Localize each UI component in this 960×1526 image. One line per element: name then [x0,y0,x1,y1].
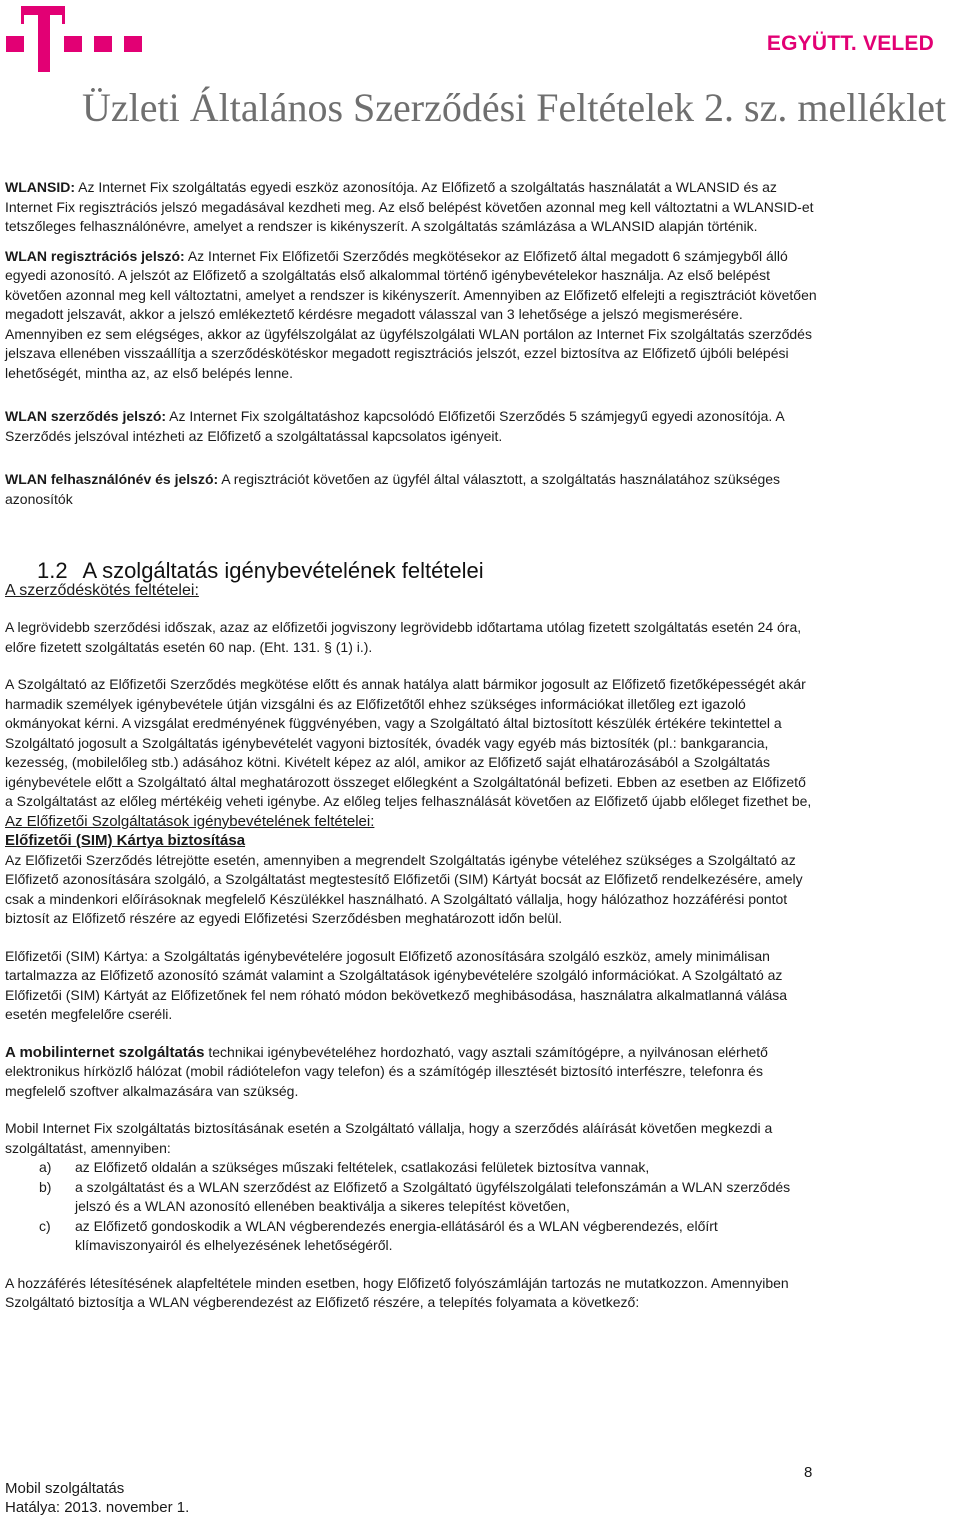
page-number: 8 [804,1464,813,1481]
definition-text: Az Internet Fix Előfizetői Szerződés megkötésekor az Előfizető által megadott 6 számjegyből álló egyedi azonosító. A jelszót az Előfizető a szolgáltatás első alkalommal történő igénybevételekor használja. Az első belépést követően azonnal meg kell változtatni, amelyet a rendszer is kikényszerít. Amennyiben az Előfizető elfelejti a regisztrációt követően megadott jelszavát, akkor a jelszó emlékeztető kérdésre megadott válasszal van 3 lehetősége a jelszó megismerésére. Amennyiben ez sem elégséges, akkor az ügyfélszolgálat az ügyfélszolgálati WLAN portálon az Internet Fix szolgáltatás szerződés jelszava ellenében visszaállítja a szerződéskötéskor megadott regisztrációs jelszót, ezzel biztosítva az Előfizető újbóli belépési lehetőségét, mintha az, az első belépés lenne. [5,247,817,381]
fix-service-intro: Mobil Internet Fix szolgáltatás biztosításának esetén a Szolgáltató vállalja, hogy a szerződés aláírását követően megkezdi a szolgáltatást, amennyiben: [5,1120,773,1156]
footer-effective-date: Hatálya: 2013. november 1. [5,1499,190,1516]
document-title: Üzleti Általános Szerződési Feltételek 2. sz. melléklet [82,85,947,130]
definition-wlansid [5,178,817,237]
mobile-internet-lead: A mobilinternet szolgáltatás [5,1043,205,1061]
definition-term: WLANSID: [5,179,75,195]
list-marker: b) [39,1178,52,1195]
contract-paragraph-2: A Szolgáltató az Előfizetői Szerződés megkötése előtt és annak hatálya alatt bármikor jogosult az Előfizető fizetőképességét akár harmadik személyek igénybevétele útján vizsgálni és az Előfizetőtől ehhez szükséges információkat illetőleg ezt igazoló okmányokat kérni. A vizsgálat eredményének függvényében, vagy a Szolgáltató által biztosított készülék értékére tekintettel a Szolgáltató jogosult a Szolgáltatás igénybevételét vagyoni biztosíték, óvadék vagy egyéb más biztosíték (pl.: bankgarancia, kezesség, (mobilelőleg stb.) adásához kötni. Kivételt képez az alól, amikor az Előfizető saját elhatározásából a Szolgáltatás igénybevétele előtt a Szolgáltató által meghatározott összeget előlegként a Szolgáltatónál befizeti. Ebben az esetben az Előfizető a Szolgáltatást az előleg mértékéig veheti igénybe. Az előleg teljes felhasználását követően az Előfizető újabb előleget fizethet be, [5,676,812,809]
conditions-list [5,1158,817,1256]
closing-paragraph: A hozzáférés létesítésének alapfeltétele minden esetben, hogy Előfizető folyószámláján tartozás ne mutatkozzon. Amennyiben Szolgáltató biztosítja a WLAN végberendezést az Előfizető részére, a telepítés folyamata a következő: [5,1274,789,1310]
brand-slogan: EGYÜTT. VELED [766,32,934,55]
definition-term: WLAN szerződés jelszó: [5,408,167,424]
definition-text: Az Internet Fix szolgáltatás egyedi eszköz azonosítója. Az Előfizető a szolgáltatás használatát a WLANSID és az Internet Fix regisztrációs jelszó megadásával kezdheti meg. Az első belépést követően azonnal meg kell változtatni a WLANSID-et tetszőleges felhasználónévre, amelyet a rendszer is kikényszerít. A szolgáltatás számlázása a WLANSID alapján történik. [5,179,814,234]
list-item [5,1217,817,1256]
list-item [5,1158,817,1178]
page-footer [5,1479,189,1517]
sim-card-heading: Előfizetői (SIM) Kártya biztosítása [5,832,246,849]
list-marker: a) [39,1159,52,1175]
definition-text: A regisztrációt követően az ügyfél által választott, a szolgáltatás használatához szükséges azonosítók [5,471,781,507]
list-item-text: a szolgáltatást és a WLAN szerződést az Előfizető a Szolgáltató ügyfélszolgálati telefonszámán a WLAN szerződés jelszó és a WLAN azonosító ellenében beaktiválja a sikeres telepítést követően, [75,1178,791,1214]
sim-card-paragraph-1: Az Előfizetői Szerződés létrejötte esetén, amennyiben a megrendelt Szolgáltatás igénybe vételéhez szükséges a Szolgáltató az Előfizető azonosítására szolgáló, a Szolgáltatást megtestesítő Előfizetői (SIM) Kártyát bocsát az Előfizető rendelkezésére, amely csak a mindenkori előírásoknak megfelelő Készülékkel használható. A Szolgáltató vállalja, hogy hálózathoz hozzáférési pontot biztosít az Előfizető részére az egyedi Előfizetési Szerződésben meghatározott időn belül. [5,851,803,926]
section-title: A szolgáltatás igénybevételének feltételei [82,558,484,583]
definition-term: WLAN felhasználónév és jelszó: [5,471,219,487]
services-conditions-heading: Az Előfizetői Szolgáltatások igénybevételének feltételei: [5,812,375,830]
section-number: 1.2 [37,558,68,583]
list-item-text: az Előfizető gondoskodik a WLAN végberendezés energia-ellátásáról és a WLAN végberendezés, előírt klímaviszonyairól és elhelyezésének lehetőségéről. [75,1217,718,1253]
document-body [5,178,817,1313]
list-item [5,1178,817,1217]
definition-contract-password [5,407,817,446]
definition-term: WLAN regisztrációs jelszó: [5,247,185,264]
definition-text: Az Internet Fix szolgáltatáshoz kapcsolódó Előfizetői Szerződés 5 számjegyű egyedi azonosítója. A Szerződés jelszóval intézheti az Előfizető a szolgáltatással kapcsolatos igényeit. [5,408,784,444]
section-heading [37,558,817,583]
contract-conditions-heading: A szerződéskötés feltételei: [5,581,199,599]
list-marker: c) [39,1217,51,1234]
definition-username-password [5,470,817,509]
mobile-internet-text: technikai igénybevételéhez hordozható, vagy asztali számítógépre, a nyilvánosan elérhető elektronikus hírközlő hálózat (mobil rádiótelefon vagy telefon) és a számítógép illesztését biztosító interfészre, telefonra és megfelelő szoftver alkalmazására van szükség. [5,1043,768,1099]
contract-paragraph-1: A legrövidebb szerződési időszak, azaz az előfizetői jogviszony legrövidebb időtartama utólag fizetett szolgáltatás esetén 24 óra, előre fizetett szolgáltatás esetén 60 nap. (Eht. 131. § (1) i.). [5,619,802,655]
telekom-logo [6,6,146,74]
definition-registration-password [5,247,817,384]
footer-service: Mobil szolgáltatás [5,1480,125,1497]
mobile-internet-paragraph [5,1043,817,1102]
sim-card-paragraph-2: Előfizetői (SIM) Kártya: a Szolgáltatás igénybevételére jogosult Előfizető azonosítására szolgáló eszköz, amely minimálisan tartalmazza az Előfizető azonosító számát valamint a Szolgáltatások igénybevételére szolgáló információkat. A Szolgáltató az Előfizetői (SIM) Kártyát az Előfizetőnek fel nem róható módon bekövetkező meghibásodása, használatra alkalmatlanná válása esetén megfelelőre cseréli. [5,947,788,1022]
list-item-text: az Előfizető oldalán a szükséges műszaki feltételek, csatlakozási felületek biztosítva vannak, [75,1159,650,1175]
